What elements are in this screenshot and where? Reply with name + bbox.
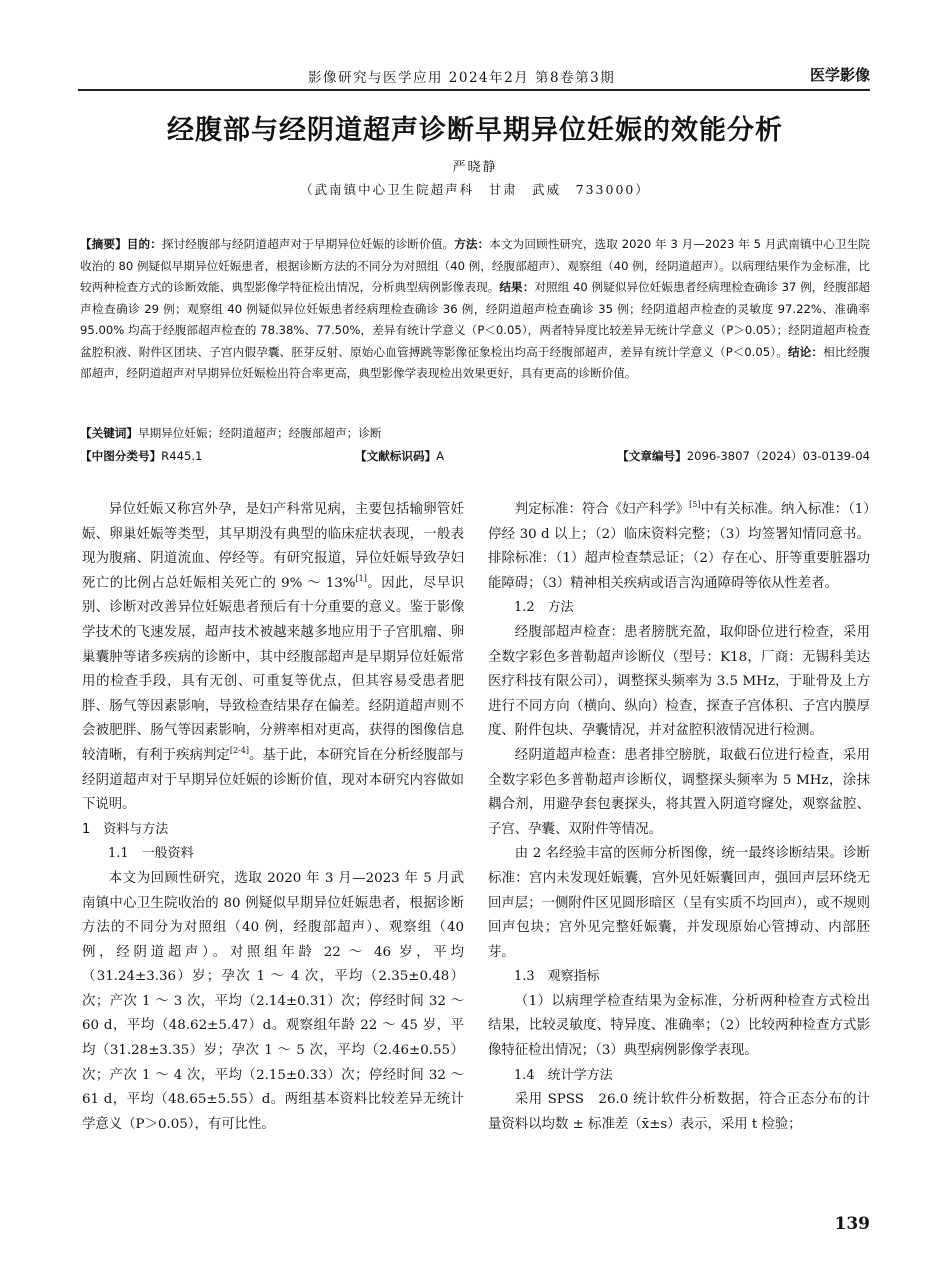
doc-code-value: A — [436, 449, 445, 463]
general-data-paragraph: 本文为回顾性研究，选取 2020 年 3 月—2023 年 5 月武南镇中心卫生院收治的 80 例疑似早期异位妊娠患者，根据诊断方法的不同分为对照组（40 例，经腹部超声）、观察组（40 例，经阴道超声）。对照组年龄 22 ～ 46 岁，平均（31.24±3.36）岁；孕次 1 ～ 4 次，平均（2.35±0.48）次；产次 1 ～ 3 次，平均（2.14±0.31）次；停经时间 32 ～ 60 d，平均（48.62±5.47）d。观察组年龄 22 ～ 45 岁，平均（31.28±3.35）岁；孕次 1 ～ 5 次，平均（2.46±0.55）次；产次 1 ～ 4 次，平均（2.15±0.33）次；停经时间 32 ～ 61 d，平均（48.65±5.55）d。两组基本资料比较差异无统计学意义（P＞0.05），有可比性。 — [82, 870, 464, 1132]
section-heading-1: 1 资料与方法 — [82, 821, 169, 837]
diagnosis-paragraph: 由 2 名经验丰富的医师分析图像，统一最终诊断结果。诊断标准：宫内未发现妊娠囊，宫外见妊娠囊回声，强回声层环绕无回声层；一侧附件区见圆形暗区（呈有实质不均回声），或不规则回声包块；宫外见完整妊娠囊，并发现原始心管搏动、内部胚芽。 — [488, 846, 870, 960]
methods-label: 方法： — [454, 237, 490, 251]
vaginal-method-paragraph: 经阴道超声检查：患者排空膀胱，取截石位进行检查，采用全数字彩色多普勒超声诊断仪，调整探头频率为 5 MHz，涂抹耦合剂，用避孕套包裹探头，将其置入阴道穹窿处，观察盆腔、子宫、孕囊、双附件等情况。 — [488, 747, 870, 837]
author-name: 严晓静 — [452, 160, 498, 175]
intro-text-3: 。基于此，本研究旨在分析经腹部与经阴道超声对于早期异位妊娠的诊断价值，现对本研究内容做如下说明。 — [82, 747, 465, 813]
running-header — [78, 64, 870, 90]
clc-label: 【中图分类号】 — [80, 449, 162, 463]
article-no-block — [617, 448, 870, 464]
keywords-text: 早期异位妊娠；经阴道超声；经腹部超声；诊断 — [137, 426, 382, 440]
intro-text: 异位妊娠又称宫外孕，是妇产科常见病，主要包括输卵管妊娠、卵巢妊娠等类型，其早期没有典型的临床症状表现，一般表现为腹痛、阴道流血、停经等。有研究报道，异位妊娠导致孕妇死亡的比例占总妊娠相关死亡的 9% ～ 13% — [82, 502, 464, 591]
body-column-left — [82, 498, 464, 1137]
author-affiliation: （武南镇中心卫生院超声科 甘肃 武威 733000） — [300, 182, 650, 197]
conclusion-label: 结论： — [787, 344, 824, 359]
methods-text: 本文为回顾性研究，选取 2020 年 3 月—2023 年 5 月武南镇中心卫生院收治的 80 例疑似早期异位妊娠患者，根据诊断方法的不同分为对照组（40 例，经腹部超声）、观察组（40 例，经阴道超声）。以病理结果作为金标准，比较两种检查方式的诊断效能、典型影像学特征检出情况，分析典型病例影像表现。 — [80, 237, 870, 294]
section-label: 医学影像 — [809, 66, 870, 84]
section-heading-1-1: 1.1 一般资料 — [108, 846, 194, 862]
objective-text: 探讨经腹部与经阴道超声对于早期异位妊娠的诊断价值。 — [161, 237, 455, 251]
body-column-right — [488, 498, 870, 1137]
article-no-value: 2096-3807（2024）03-0139-04 — [686, 449, 870, 463]
clc-block — [80, 448, 202, 464]
page-number: 139 — [834, 1214, 870, 1234]
criteria-paragraph — [488, 498, 870, 596]
doc-code-label: 【文献标识码】 — [355, 449, 437, 463]
intro-text-2: 。因此，尽早识别、诊断对改善异位妊娠患者预后有十分重要的意义。鉴于影像学技术的飞速发展，超声技术被越来越多地应用于子宫肌瘤、卵巢囊肿等诸多疾病的诊断中，其中经腹部超声是早期异位妊娠常用的检查手段，具有无创、可重复等优点，但其容易受患者肥胖、肠气等因素影响，导致检查结果存在偏差。经阴道超声则不会被肥胖、肠气等因素影响，分辨率相对更高，获得的图像信息较清晰，有利于疾病判定 — [82, 575, 465, 763]
section-heading-1-2: 1.2 方法 — [514, 600, 574, 616]
abdominal-method-paragraph: 经腹部超声检查：患者膀胱充盈，取仰卧位进行检查，采用全数字彩色多普勒超声诊断仪（型号：K18，厂商：无锡科美达医疗科技有限公司），调整探头频率为 3.5 MHz，于耻骨及上方进行不同方向（横向、纵向）检查，探查子宫体积、子宫内膜厚度、附件包块、孕囊情况，并对盆腔积液情况进行检测。 — [488, 624, 870, 739]
conclusion-text: 相比经腹部超声，经阴道超声对早期异位妊娠检出符合率更高，典型影像学表现检出效果更好，具有更高的诊断价值。 — [80, 344, 870, 380]
citation-1: [1] — [355, 573, 367, 583]
article-title: 经腹部与经阴道超声诊断早期异位妊娠的效能分析 — [167, 115, 783, 146]
statistics-paragraph: 采用 SPSS 26.0 统计软件分析数据，符合正态分布的计量资料以均数 ± 标准差（x̄±s）表示，采用 t 检验； — [488, 1092, 870, 1132]
intro-paragraph — [82, 498, 464, 818]
doc-code-block — [355, 448, 444, 464]
article-no-label: 【文章编号】 — [617, 449, 687, 463]
journal-info: 影像研究与医学应用 2024年2月 第8卷第3期 — [308, 70, 616, 86]
header-rule — [78, 89, 870, 91]
keywords — [80, 425, 870, 441]
classification-line — [80, 448, 870, 468]
abstract-label: 【摘要】 — [80, 237, 127, 251]
clc-value: R445.1 — [161, 449, 203, 463]
keywords-label: 【关键词】 — [80, 426, 138, 440]
results-text: 对照组 40 例疑似异位妊娠患者经病理检查确诊 37 例，经腹部超声检查确诊 29 例；观察组 40 例疑似异位妊娠患者经病理检查确诊 36 例，经阴道超声检查确诊 35 例；经阴道超声检查的灵敏度 97.22%、准确率 95.00% 均高于经腹部超声检查的 78.38%、77.50%，差异有统计学意义（P＜0.05），两者特异度比较差异无统计学意义（P＞0.05）；经阴道超声检查盆腔积液、附件区团块、子宫内假孕囊、胚芽反射、原始心血管搏跳等影像征象检出均高于经腹部超声，差异有统计学意义（P＜0.05）。 — [80, 280, 870, 359]
citation-5: [5] — [689, 500, 701, 509]
abstract — [80, 234, 870, 385]
results-label: 结果： — [499, 280, 535, 294]
citation-2-4: [2-4] — [229, 745, 249, 755]
indicators-paragraph: （1）以病理学检查结果为金标准，分析两种检查方式检出结果，比较灵敏度、特异度、准确率；（2）比较两种检查方式影像特征检出情况；（3）典型病例影像学表现。 — [488, 993, 870, 1059]
section-heading-1-3: 1.3 观察指标 — [514, 969, 600, 985]
objective-label: 目的： — [126, 237, 162, 251]
criteria-text-b: 中有关标准。纳入标准：（1）停经 30 d 以上；（2）临床资料完整；（3）均签署知情同意书。排除标准：（1）超声检查禁忌证；（2）存在心、肝等重要脏器功能障碍；（3）精神相关疾病或语言沟通障碍等依从性差者。 — [488, 502, 870, 591]
criteria-text-a: 判定标准：符合《妇产科学》 — [514, 502, 690, 517]
section-heading-1-4: 1.4 统计学方法 — [514, 1067, 613, 1083]
